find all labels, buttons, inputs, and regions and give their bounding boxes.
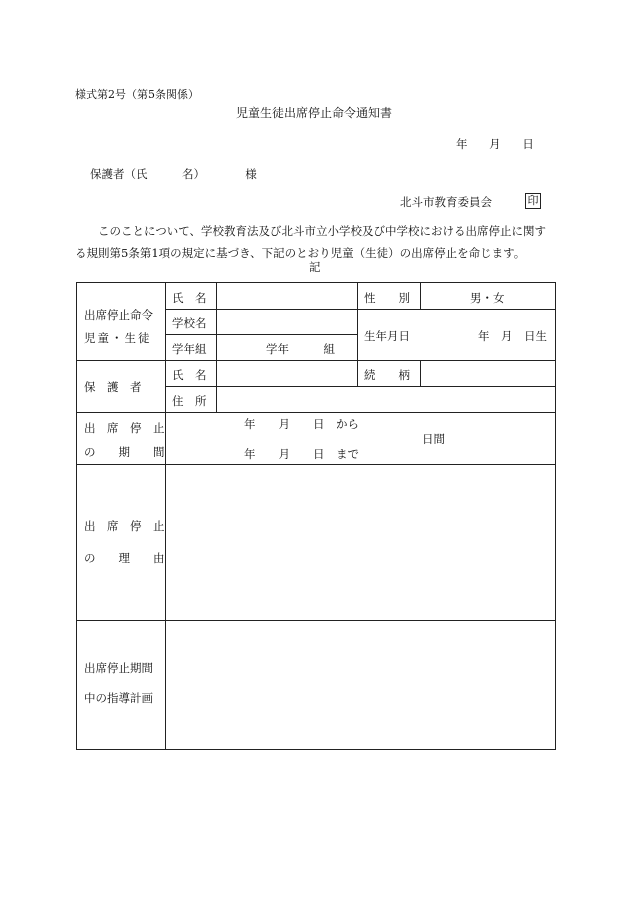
table-border-left (76, 282, 77, 750)
rule-row1 (165, 309, 555, 310)
guardian-addressee: 保護者（氏 名） 様 (90, 167, 257, 181)
period-to: 年 月 日 まで (244, 447, 359, 461)
rule-guardian-mid (165, 386, 556, 387)
plan-label-2: 中の指導計画 (84, 691, 153, 705)
period-label-2: の 期 間 (84, 445, 165, 459)
rule-sublabel-col (216, 282, 217, 412)
school-name-label: 学校名 (172, 316, 207, 330)
grade-class-value: 学年 組 (266, 342, 335, 356)
rule-reason-end (76, 620, 556, 621)
rule-right-col2 (420, 360, 421, 386)
document-title: 児童生徒出席停止命令通知書 (236, 106, 393, 120)
reason-label-1: 出 席 停 止 (84, 519, 165, 533)
plan-label-1: 出席停止期間 (84, 661, 153, 675)
date-month: 月 (489, 137, 501, 151)
issuer-name: 北斗市教育委員会 (400, 195, 492, 209)
table-border-top (76, 282, 556, 283)
student-group-label-2: 児童・生徒 (84, 331, 152, 345)
rule-right-col (420, 282, 421, 310)
notice-paragraph: このことについて、学校教育法及び北斗市立小学校及び中学校における出席停止に関する規則第5条第1項の規定に基づき、下記のとおり児童（生徒）の出席停止を命じます。 (75, 224, 547, 260)
rule-period-end (76, 464, 556, 465)
student-group-label-1: 出席停止命令 (84, 308, 153, 322)
period-from: 年 月 日 から (244, 417, 359, 431)
relation-label: 続 柄 (364, 368, 410, 382)
period-days: 日間 (422, 432, 445, 446)
guardian-label: 保 護 者 (84, 380, 142, 394)
table-border-right (555, 282, 556, 750)
rule-label-col (165, 282, 166, 750)
birthdate-label: 生年月日 (364, 329, 410, 343)
notice-table (76, 282, 556, 750)
date-day: 日 (522, 137, 534, 151)
form-number: 様式第2号（第5条関係） (75, 88, 199, 101)
rule-student-end (76, 360, 556, 361)
issue-date (456, 136, 552, 152)
period-label-1: 出 席 停 止 (84, 421, 165, 435)
guardian-name-label: 氏 名 (172, 368, 207, 382)
gender-label: 性 別 (364, 291, 410, 305)
rule-mid-col (357, 282, 358, 386)
birthdate-value: 年 月 日生 (478, 329, 547, 343)
rule-guardian-end (76, 412, 556, 413)
reason-label-2: の 理 由 (84, 551, 165, 565)
guardian-address-label: 住 所 (172, 394, 207, 408)
date-year: 年 (456, 137, 468, 151)
rule-row2 (165, 334, 357, 335)
seal-mark: 印 (525, 193, 541, 209)
ki-heading: 記 (309, 260, 321, 274)
gender-value: 男・女 (470, 291, 505, 305)
student-name-label: 氏 名 (172, 291, 207, 305)
grade-class-label: 学年組 (172, 342, 207, 356)
table-border-bottom (76, 749, 556, 750)
